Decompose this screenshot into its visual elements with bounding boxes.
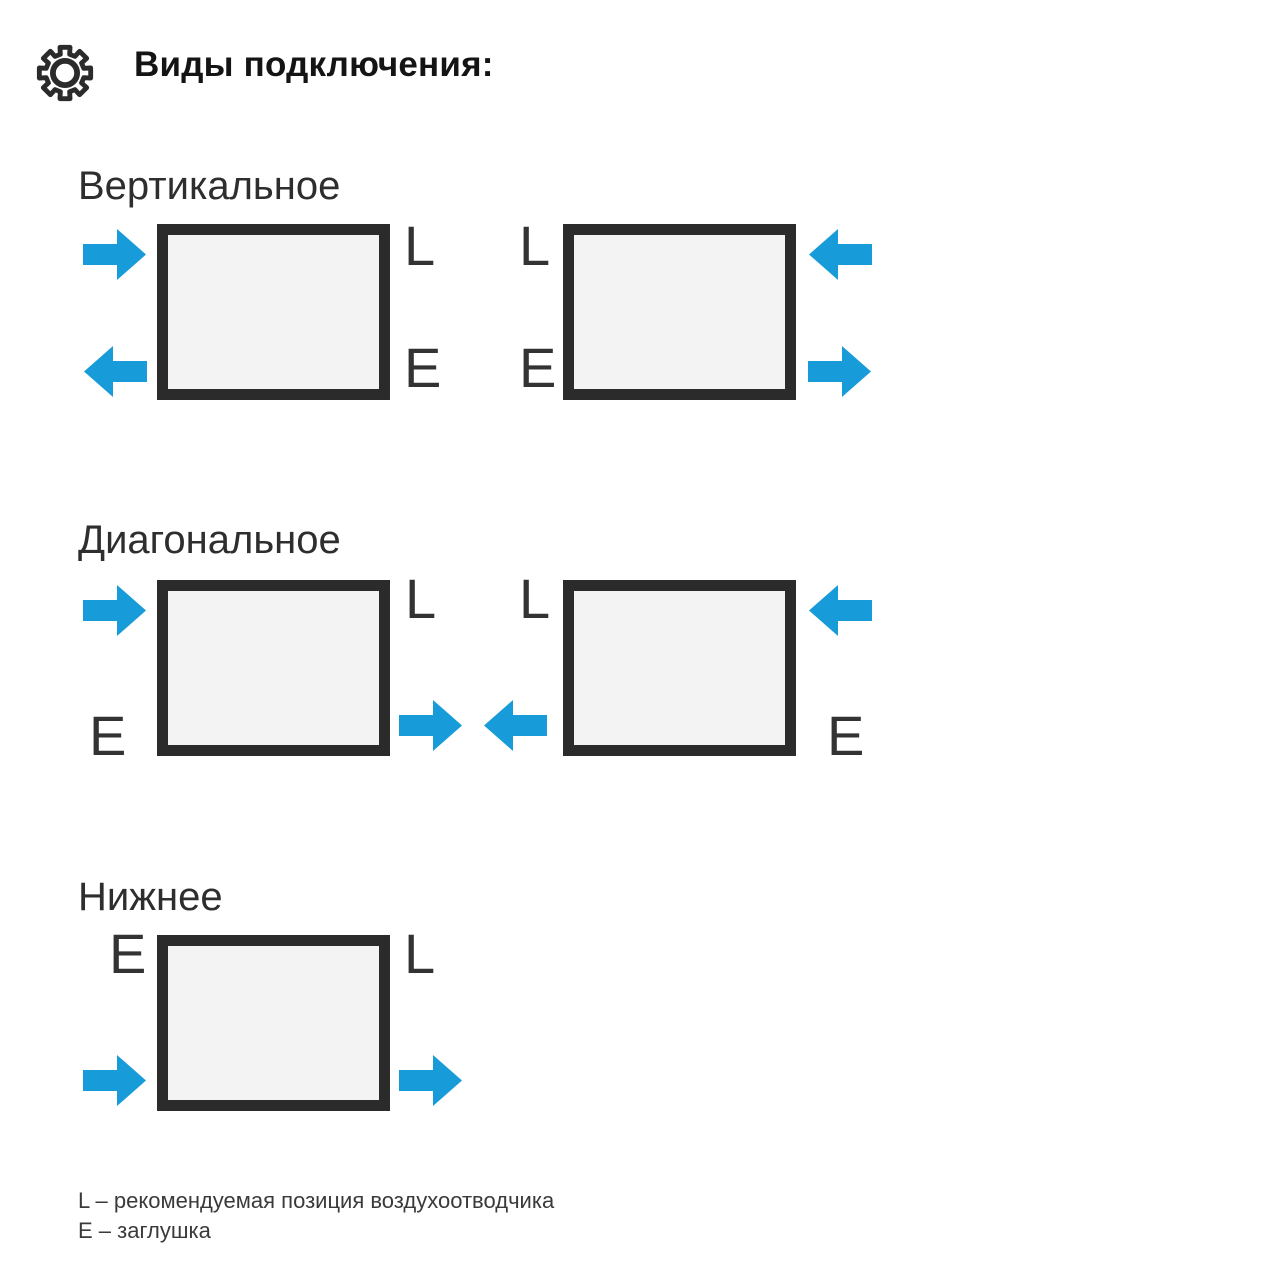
page-title: Виды подключения: — [134, 45, 494, 84]
diagonal-left-inlet-arrow — [83, 584, 147, 637]
bottom-label-e: E — [109, 922, 147, 985]
vertical-right-label-l: L — [519, 214, 551, 277]
diagonal-right-outlet-arrow — [483, 699, 547, 752]
diagonal-right-inlet-arrow — [808, 584, 872, 637]
vertical-right-label-e: E — [519, 336, 557, 399]
diagonal-left-label-e: E — [89, 704, 127, 767]
vertical-left-radiator — [157, 224, 390, 400]
vertical-left-inlet-arrow — [83, 228, 147, 281]
diagonal-left-label-l: L — [405, 567, 437, 630]
bottom-radiator — [157, 935, 390, 1111]
gear-icon — [34, 42, 96, 104]
diagonal-right-label-e: E — [827, 704, 865, 767]
diagonal-left-outlet-arrow — [399, 699, 463, 752]
vertical-right-outlet-arrow — [808, 345, 872, 398]
vertical-right-radiator — [563, 224, 796, 400]
bottom-inlet-arrow — [83, 1054, 147, 1107]
section-title-diagonal: Диагональное — [78, 518, 341, 562]
bottom-label-l: L — [404, 922, 436, 985]
vertical-left-label-l: L — [404, 214, 436, 277]
bottom-outlet-arrow — [399, 1054, 463, 1107]
legend-line-air-vent: L – рекомендуемая позиция воздухоотводчика — [78, 1188, 555, 1213]
section-title-vertical: Вертикальное — [78, 164, 341, 208]
diagonal-right-radiator — [563, 580, 796, 756]
legend-line-plug: E – заглушка — [78, 1218, 211, 1243]
diagonal-left-radiator — [157, 580, 390, 756]
vertical-left-outlet-arrow — [83, 345, 147, 398]
diagonal-right-label-l: L — [519, 567, 551, 630]
vertical-right-inlet-arrow — [808, 228, 872, 281]
vertical-left-label-e: E — [404, 336, 442, 399]
section-title-bottom: Нижнее — [78, 875, 223, 919]
